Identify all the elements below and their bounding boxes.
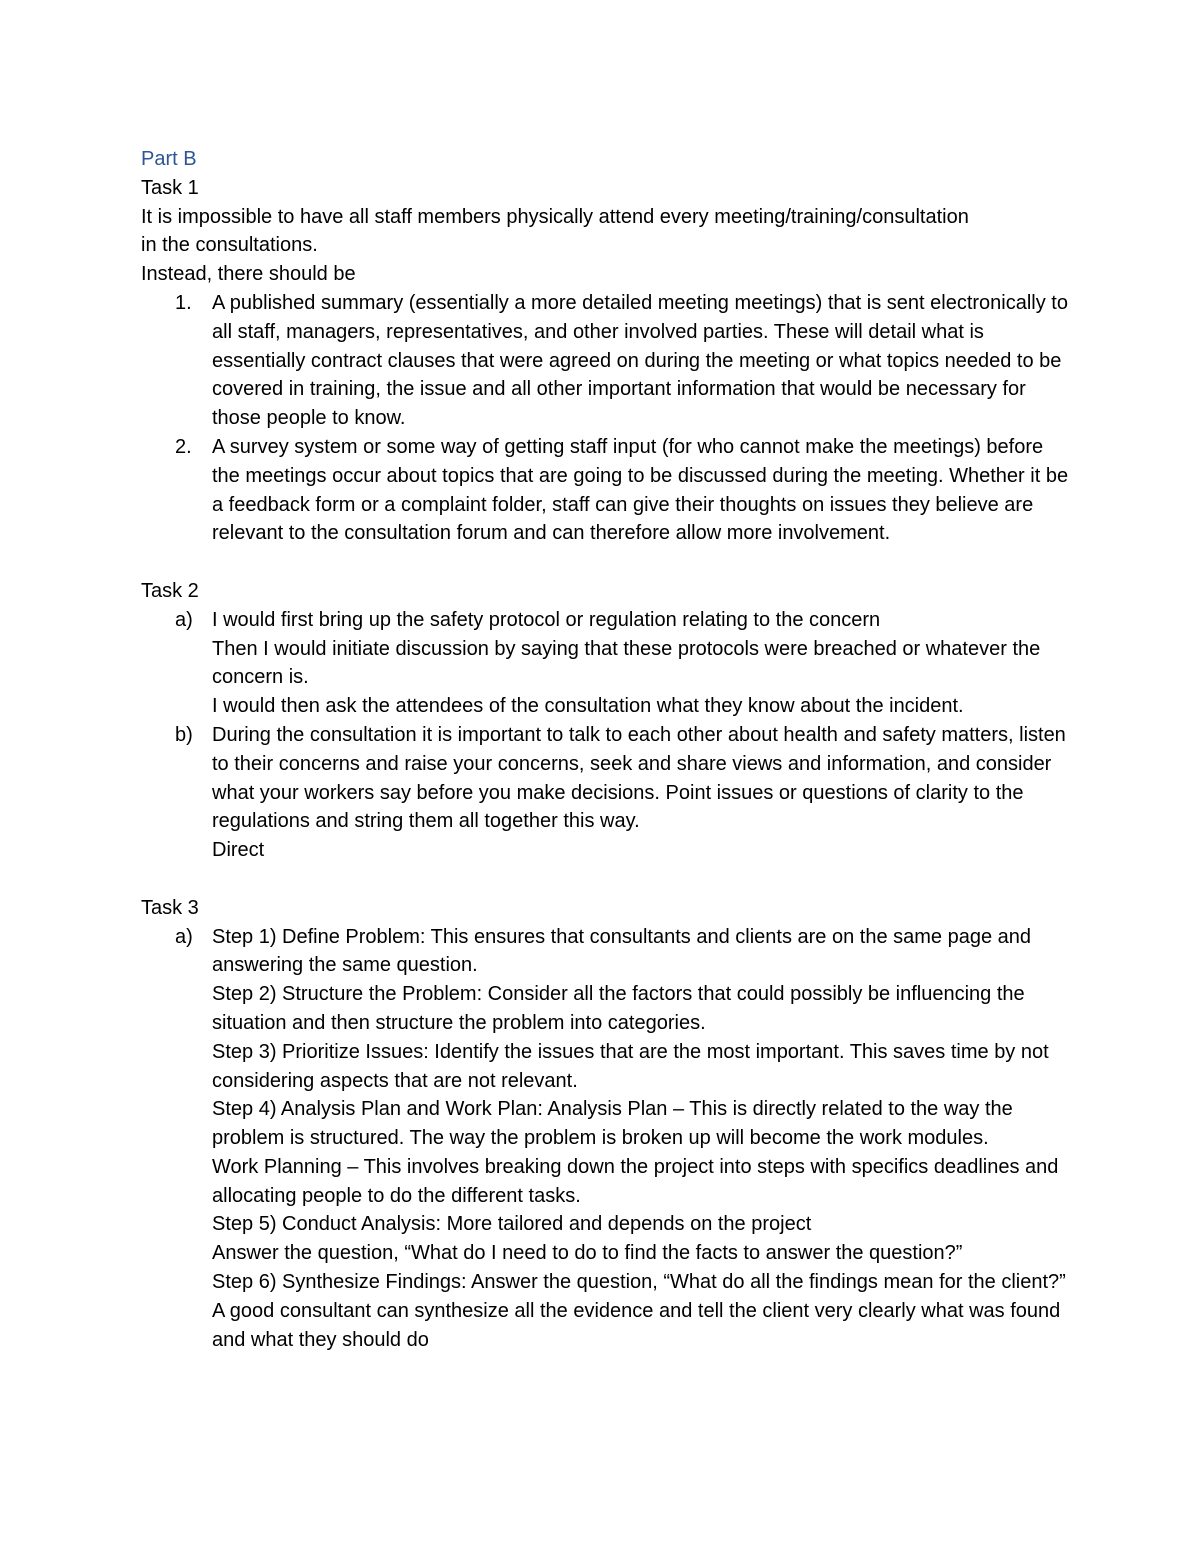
list-item: [141, 606, 1076, 721]
spacer: [141, 548, 1076, 577]
document-page: [141, 145, 1076, 1354]
task-1-intro-line: Instead, there should be: [141, 263, 356, 286]
paragraph: Step 3) Prioritize Issues: Identify the issues that are the most important. This saves time by not considering aspects that are not relevant.: [212, 1040, 1049, 1092]
task-3-heading: Task 3: [141, 896, 199, 919]
list-item: [141, 289, 1076, 433]
paragraph: Step 5) Conduct Analysis: More tailored and depends on the project: [212, 1213, 812, 1236]
task-1-section: [141, 174, 1076, 548]
task-3-section: [141, 894, 1076, 1355]
list-item-text: A survey system or some way of getting staff input (for who cannot make the meetings) before the meetings occur about topics that are going to be discussed during the meeting. Whether it be a feedback form or a complaint folder, staff can give their thoughts on issues they believe are relevant to the consultation forum and can therefore allow more involvement.: [212, 435, 1069, 545]
task-1-intro-line: in the consultations.: [141, 234, 318, 257]
spacer: [141, 865, 1076, 894]
list-item: [141, 721, 1076, 865]
task-1-intro-line: It is impossible to have all staff members physically attend every meeting/training/consultation: [141, 205, 969, 228]
task-2-section: [141, 577, 1076, 865]
paragraph: During the consultation it is important to talk to each other about health and safety matters, listen to their concerns and raise your concerns, seek and share views and information, and consider what your workers say before you make decisions. Point issues or questions of clarity to the regulations and string them all together this way.: [212, 723, 1066, 833]
task-3-list: [141, 923, 1076, 1355]
paragraph: Step 1) Define Problem: This ensures that consultants and clients are on the same page and answering the same question.: [212, 925, 1032, 977]
paragraph: Step 4) Analysis Plan and Work Plan: Analysis Plan – This is directly related to the way the problem is structured. The way the problem is broken up will become the work modules.: [212, 1098, 1013, 1150]
list-marker: 1.: [175, 291, 192, 314]
list-item-text: A published summary (essentially a more detailed meeting meetings) that is sent electronically to all staff, managers, representatives, and other involved parties. These will detail what is essentially contract clauses that were agreed on during the meeting or what topics needed to be covered in training, the issue and all other important information that would be necessary for those people to know.: [212, 291, 1068, 430]
list-marker: a): [175, 925, 193, 948]
list-item: [141, 923, 1076, 1355]
part-title: Part B: [141, 148, 197, 170]
list-item: [141, 433, 1076, 548]
paragraph: I would first bring up the safety protocol or regulation relating to the concern: [212, 608, 881, 631]
paragraph: Direct: [212, 839, 265, 862]
list-marker: 2.: [175, 435, 192, 458]
list-marker: a): [175, 608, 193, 631]
task-2-list: [141, 606, 1076, 865]
paragraph: Answer the question, “What do I need to do to find the facts to answer the question?”: [212, 1242, 963, 1265]
paragraph: Work Planning – This involves breaking down the project into steps with specifics deadlines and allocating people to do the different tasks.: [212, 1155, 1059, 1207]
paragraph: Step 6) Synthesize Findings: Answer the question, “What do all the findings mean for the client?” A good consultant can synthesize all the evidence and tell the client very clearly what was found and what they should do: [212, 1271, 1066, 1351]
paragraph: Step 2) Structure the Problem: Consider all the factors that could possibly be influencing the situation and then structure the problem into categories.: [212, 983, 1025, 1034]
list-marker: b): [175, 723, 193, 746]
task-1-heading: Task 1: [141, 176, 199, 199]
paragraph: I would then ask the attendees of the consultation what they know about the incident.: [212, 695, 964, 718]
task-2-heading: Task 2: [141, 579, 199, 602]
task-1-list: [141, 289, 1076, 548]
paragraph: Then I would initiate discussion by saying that these protocols were breached or whatever the concern is.: [212, 637, 1041, 689]
